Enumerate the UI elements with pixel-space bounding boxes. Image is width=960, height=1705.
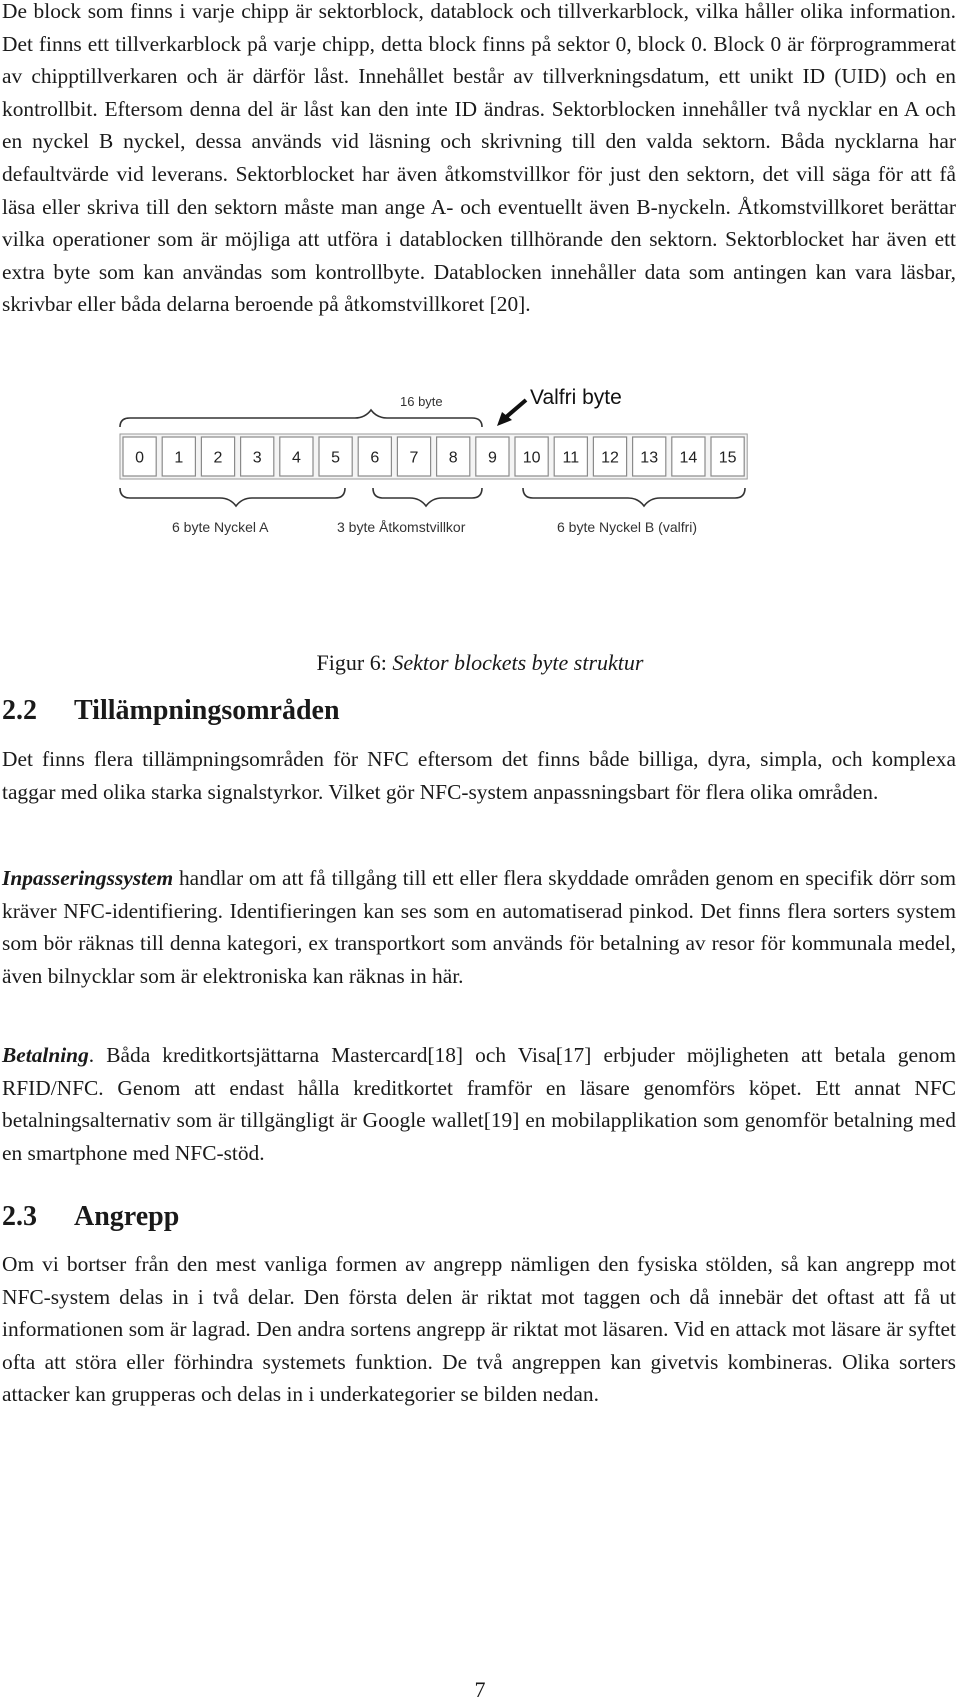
figure-caption xyxy=(0,648,960,678)
byte-cell-label: 5 xyxy=(331,449,341,467)
brace-access xyxy=(373,488,482,506)
byte-cells xyxy=(120,434,747,479)
byte-cell-label: 8 xyxy=(448,449,458,467)
page-number: 7 xyxy=(474,1677,486,1702)
byte-cell-label: 7 xyxy=(409,449,419,467)
byte-cell-label: 15 xyxy=(718,449,737,467)
byte-cell-label: 12 xyxy=(601,449,619,467)
sector-byte-figure xyxy=(120,386,810,598)
paragraph-text: . Båda kreditkortsjättarna Mastercard[18] och Visa[17] erbjuder möjligheten att betala genom RFID/NFC. Genom att endast hålla kreditkortet framför en läsare genomförs köpet. Ett annat NFC betalningsalternativ som är tillgängligt är Google wallet[19] en mobilapplikation som genomför betalning med en smartphone med NFC-stöd. xyxy=(2,1043,956,1165)
byte-cell-label: 10 xyxy=(522,449,541,467)
term-access-systems: Inpasseringssystem xyxy=(2,866,174,890)
section-heading-2-2 xyxy=(2,694,340,728)
byte-cell-label: 0 xyxy=(135,449,145,467)
paragraph-applications-intro: Det finns flera tillämpningsområden för NFC eftersom det finns både billiga, dyra, simpla, och komplexa taggar med olika starka signalstyrkor. Vilket gör NFC-system anpassningsbart för flera olika områden. xyxy=(2,747,956,804)
paragraph-payment xyxy=(2,1039,956,1169)
byte-cell-label: 2 xyxy=(213,449,223,467)
intro-paragraph: De block som finns i varje chipp är sektorblock, datablock och tillverkarblock, vilka håller olika information. Det finns ett tillverkarblock på varje chipp, detta block finns på sektor 0, block 0. Block 0 är förprogrammerat av chipptillverkaren och är därför låst. Innehållet består av tillverkningsdatum, ett unikt ID (UID) och en kontrollbit. Eftersom denna del är låst kan den inte ID ändras. Sektorblocken innehåller två nycklar en A och en nyckel B nyckel, dessa används vid läsning och skrivning till den valda sektorn. Båda nycklarna har defaultvärde vid leverans. Sektorblocket har även åtkomstvillkor för just den sektorn, det vill säga för att få läsa eller skriva till den sektorn måste man ange A- och eventuellt även B-nyckeln. Åtkomstvillkoret berättar vilka operationer som är möjliga att utföra i datablocken tillhörande den sektorn. Sektorblocket har även ett extra byte som kan användas som kontrollbyte. Datablocken innehåller data som antingen kan vara läsbar, skrivbar eller båda delarna beroende på åtkomstvillkoret [20]. xyxy=(2,0,956,317)
section-number: 2.2 xyxy=(2,695,37,726)
top-label: 16 byte xyxy=(400,394,443,409)
top-brace xyxy=(120,410,482,427)
byte-cell-label: 13 xyxy=(640,449,659,467)
section-title: Tillämpningsområden xyxy=(74,695,340,726)
section-title: Angrepp xyxy=(74,1201,180,1232)
caption-prefix: Figur 6: xyxy=(316,650,393,675)
sector-byte-diagram xyxy=(120,386,810,598)
arrow-icon xyxy=(497,400,526,426)
arrow-label: Valfri byte xyxy=(530,386,622,409)
caption-title: Sektor blockets byte struktur xyxy=(392,650,644,675)
byte-cell-label: 4 xyxy=(291,449,301,467)
brace-key-b xyxy=(523,488,745,506)
brace-key-a xyxy=(120,488,345,506)
byte-cell-label: 1 xyxy=(174,449,184,467)
byte-cell-label: 9 xyxy=(487,449,497,467)
section-number: 2.3 xyxy=(2,1201,37,1232)
byte-cell-label: 14 xyxy=(679,449,698,467)
byte-cell-label: 3 xyxy=(252,449,262,467)
paragraph-text: handlar om att få tillgång till ett eller flera skyddade områden genom en specifik dörr som kräver NFC-identifiering. Identifieringen kan ses som en automatiserad pinkod. Det finns flera sorters system som bör räknas till denna kategori, ex transportkort som används för betalning av resor för kommunala medel, även bilnycklar som är elektroniska kan räknas in här. xyxy=(2,866,956,988)
byte-cell-label: 6 xyxy=(370,449,380,467)
group-label-key-b: 6 byte Nyckel B (valfri) xyxy=(557,519,698,535)
paragraph-access-systems xyxy=(2,862,956,992)
section-heading-2-3 xyxy=(2,1200,179,1234)
byte-cell-label: 11 xyxy=(562,449,580,467)
group-label-key-a: 6 byte Nyckel A xyxy=(172,519,269,535)
paragraph-attacks: Om vi bortser från den mest vanliga formen av angrepp nämligen den fysiska stölden, så kan angrepp mot NFC-system delas in i två delar. Den första delen är riktat mot taggen och då innebär det oftast att få ut informationen som är lagrad. Den andra sortens angrepp är riktat mot läsaren. Vid en attack mot läsare är syftet ofta att störa eller förhindra systemets funktion. De två angreppen kan givetvis kombineras. Olika sorters attacker kan grupperas och delas in i underkategorier se bilden nedan. xyxy=(2,1252,956,1407)
group-label-access: 3 byte Åtkomstvillkor xyxy=(337,519,466,535)
term-payment: Betalning xyxy=(2,1043,89,1067)
